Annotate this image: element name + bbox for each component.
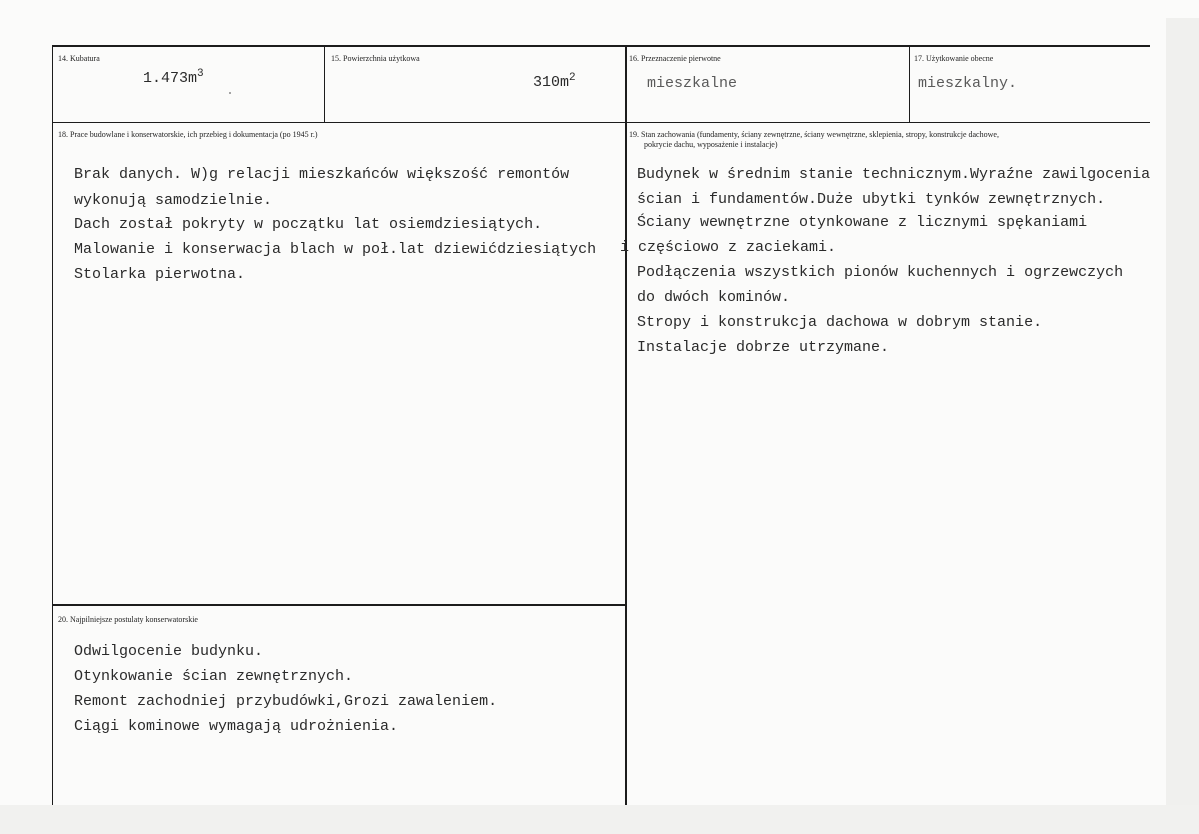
stan-line: Stropy i konstrukcja dachowa w dobrym stanie. [637,314,1043,331]
powierzchnia-value [533,70,576,96]
kubatura-unit-exponent: 3 [197,68,204,80]
left-border [52,45,53,805]
prace-line: Dach został pokryty w początku lat osiemdziesiątych. [74,216,543,233]
stan-label: 19. Stan zachowania (fundamenty, ściany zewnętrzne, ściany wewnętrzne, sklepienia, stropy, konstrukcje dachowe, [629,130,999,139]
postulaty-line: Remont zachodniej przybudówki,Grozi zawaleniem. [74,693,498,710]
stan-line: do dwóch kominów. [637,289,791,306]
postulaty-line: Ciągi kominowe wymagają udrożnienia. [74,718,399,735]
prace-label: 18. Prace budowlane i konserwatorskie, ich przebieg i dokumentacja (po 1945 r.) [58,130,318,139]
page-bottom-shadow [0,805,1199,834]
powierzchnia-unit-exponent: 2 [569,72,576,84]
stan-line: Instalacje dobrze utrzymane. [637,339,890,356]
ink-speck [229,92,231,94]
stan-line: Budynek w średnim stanie technicznym.Wyraźne zawilgocenia [637,166,1151,183]
prace-line: Brak danych. W)g relacji mieszkańców większość remontów [74,166,570,183]
przeznaczenie-label: 16. Przeznaczenie pierwotne [629,54,721,63]
divider-18-20 [52,604,627,606]
stan-line: Ściany wewnętrzne otynkowane z licznymi spękaniami [637,214,1088,231]
stan-label-line2: pokrycie dachu, wyposażenie i instalacje) [644,140,778,149]
stan-line: i częściowo z zaciekami. [620,239,837,256]
divider-16-17 [909,45,910,123]
postulaty-label: 20. Najpilniejsze postulaty konserwatorskie [58,615,198,624]
powierzchnia-number: 310m [533,74,570,91]
postulaty-line: Odwilgocenie budynku. [74,643,264,660]
row1-bottom-border [52,122,1150,123]
postulaty-line: Otynkowanie ścian zewnętrznych. [74,668,354,685]
stan-line: ścian i fundamentów.Duże ubytki tynków zewnętrznych. [637,191,1106,208]
kubatura-number: 1.473m [143,70,198,87]
prace-line: wykonują samodzielnie. [74,192,273,209]
kubatura-value [143,66,204,92]
page-edge [1166,18,1199,818]
prace-line: Stolarka pierwotna. [74,266,246,283]
uzytkowanie-value: mieszkalny. [918,75,1018,92]
prace-line: Malowanie i konserwacja blach w poł.lat dziewićdziesiątych [74,241,597,258]
kubatura-label: 14. Kubatura [58,54,100,63]
divider-14-15 [324,45,325,123]
powierzchnia-label: 15. Powierzchnia użytkowa [331,54,420,63]
top-border [52,45,1150,47]
uzytkowanie-label: 17. Użytkowanie obecne [914,54,994,63]
przeznaczenie-value: mieszkalne [647,75,738,92]
center-divider [625,45,627,805]
stan-line: Podłączenia wszystkich pionów kuchennych i ogrzewczych [637,264,1124,281]
